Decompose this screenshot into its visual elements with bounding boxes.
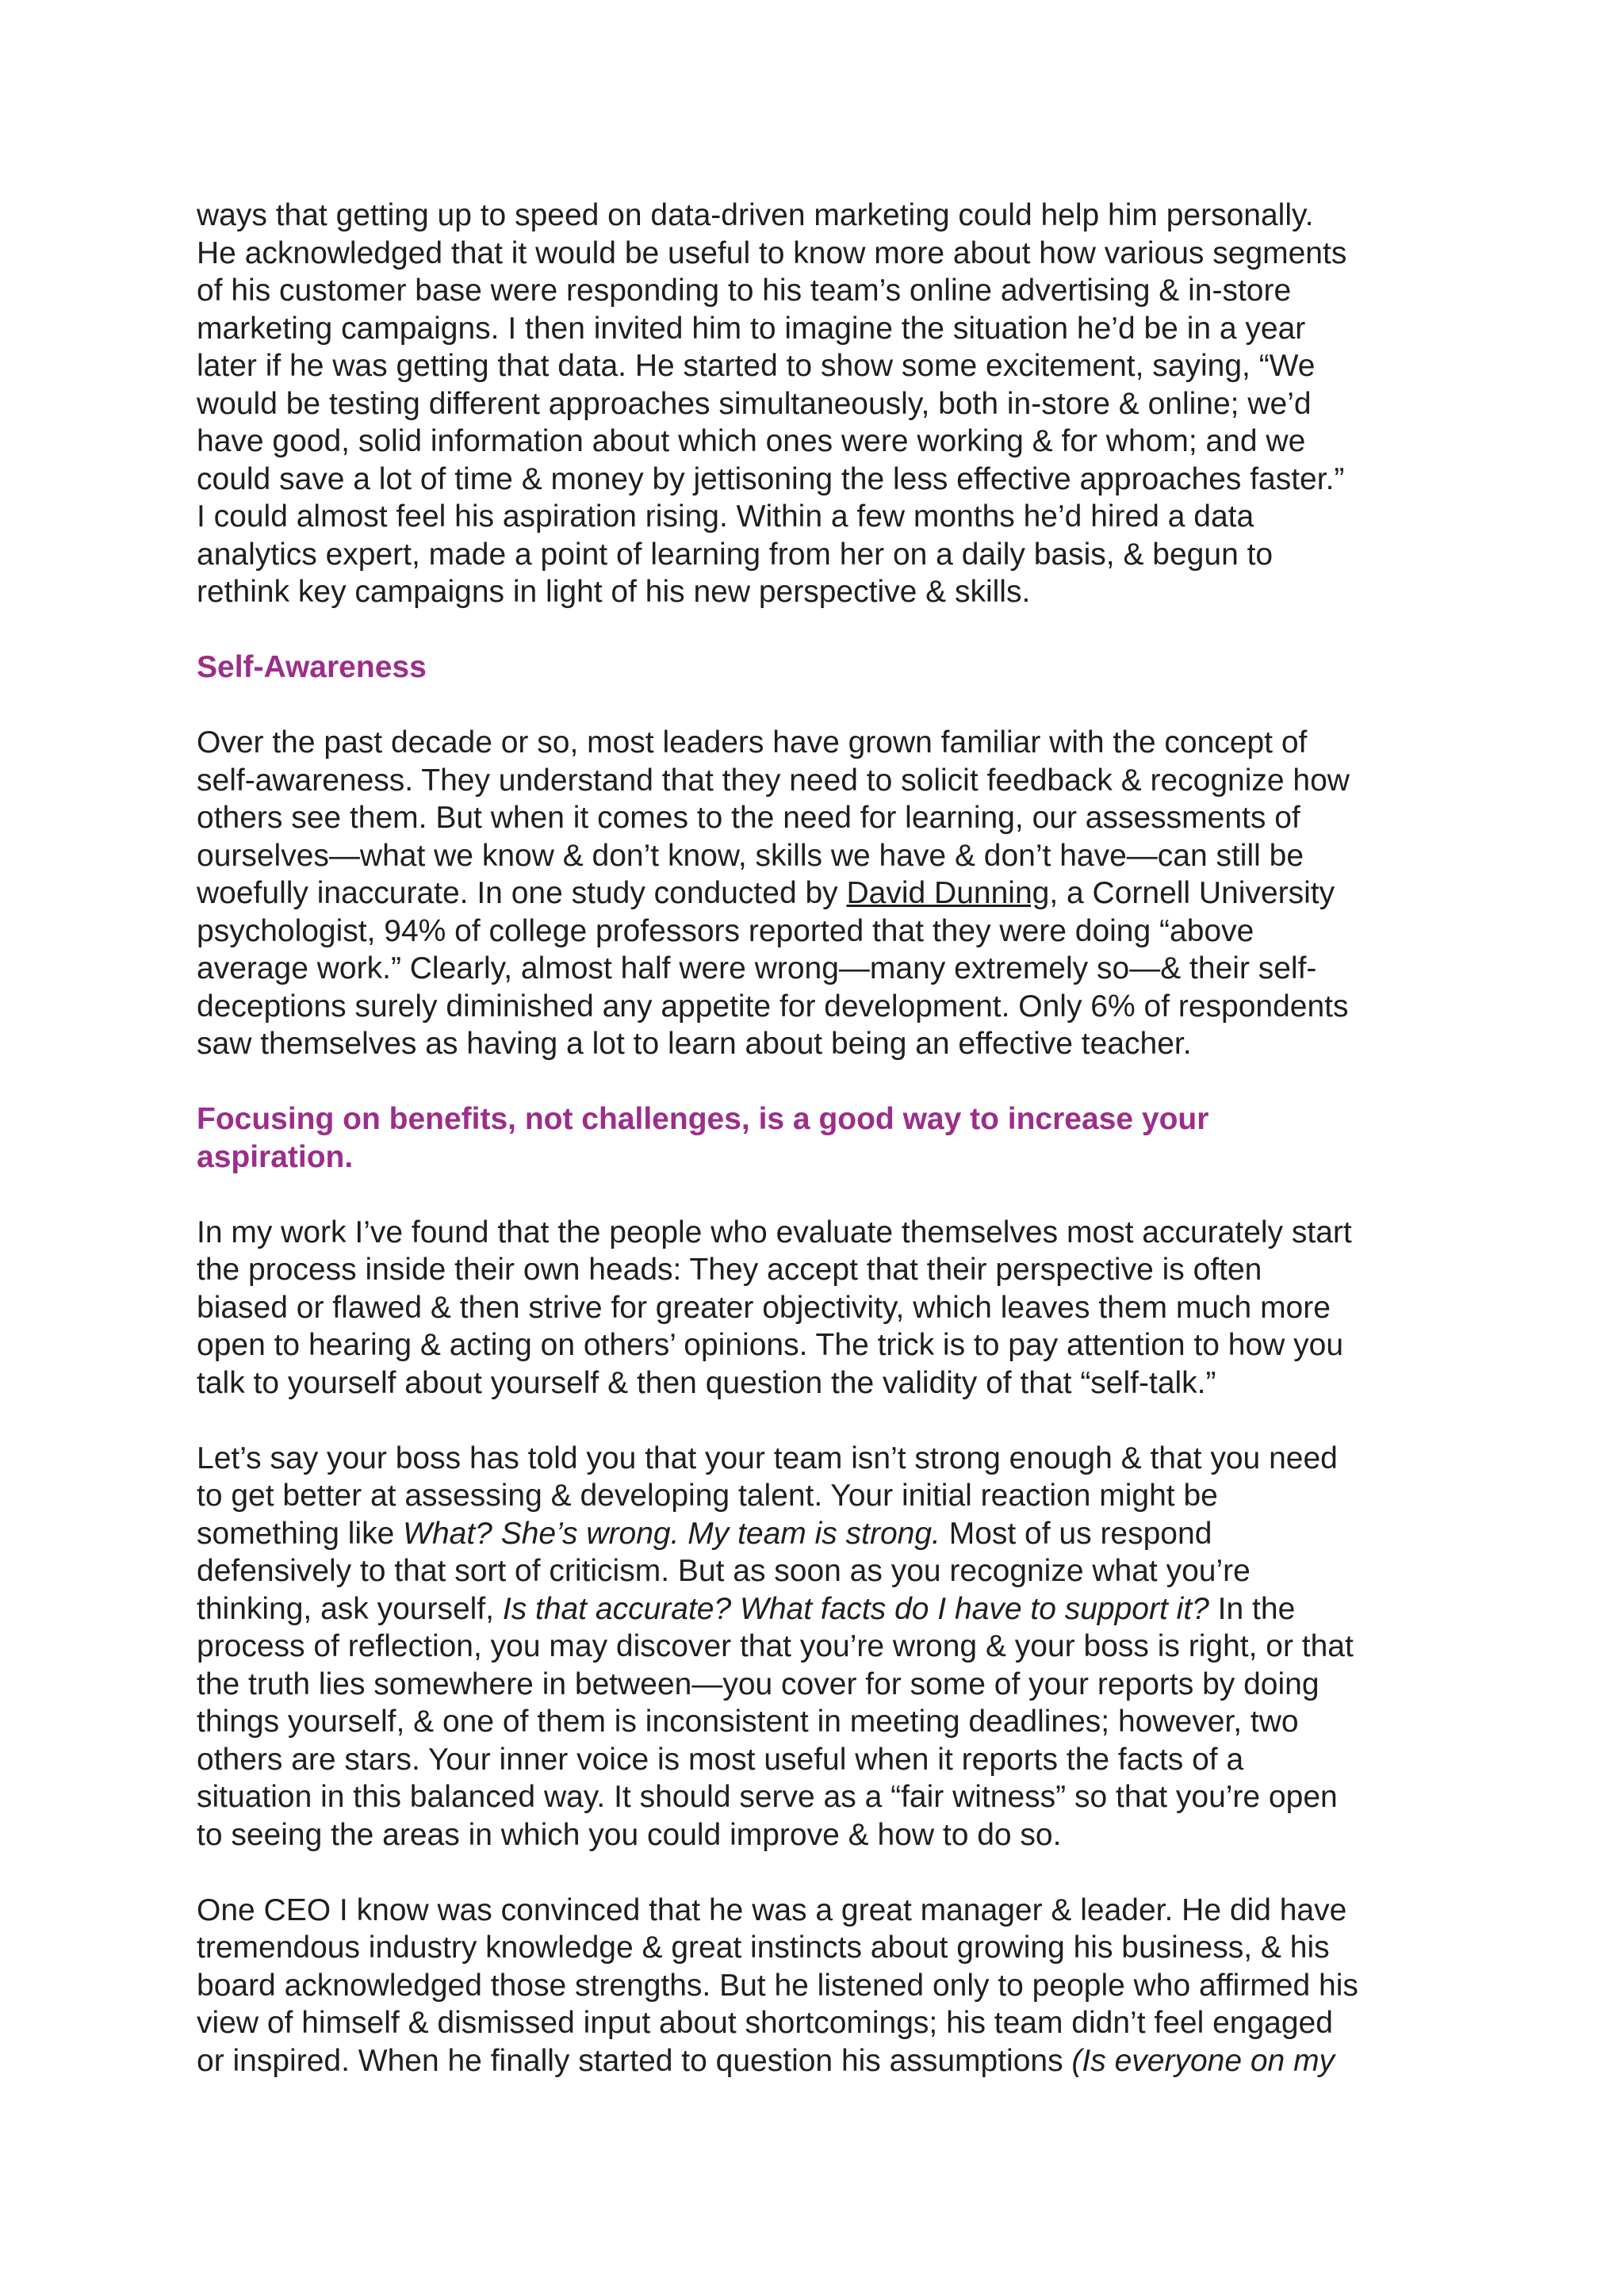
pull-quote-line: Focusing on benefits, not challenges, is a good way to increase your [197,1102,1209,1136]
text-line: things yourself, & one of them is inconsistent in meeting deadlines; however, two [197,1705,1299,1739]
text-line: tremendous industry knowledge & great instincts about growing his business, & his [197,1931,1330,1965]
pull-quote [197,1100,1450,1176]
text-fragment: Most of us respond [940,1516,1212,1551]
paragraph-self-talk [197,1214,1450,1402]
document-page [197,197,1450,2080]
text-line: Let’s say your boss has told you that your team isn’t strong enough & that you need [197,1441,1338,1475]
david-dunning-link[interactable]: David Dunning, [846,876,1059,910]
text-line: would be testing different approaches simultaneously, both in-store & online; we’d [197,386,1312,421]
text-line: others are stars. Your inner voice is most useful when it reports the facts of a [197,1742,1244,1777]
text-line: biased or flawed & then strive for greater objectivity, which leaves them much more [197,1290,1331,1325]
text-line: board acknowledged those strengths. But he listened only to people who affirmed his [197,1968,1358,2003]
text-line: to get better at assessing & developing talent. Your initial reaction might be [197,1479,1218,1513]
text-line: defensively to that sort of criticism. But as soon as you recognize what you’re [197,1554,1251,1588]
text-line: I could almost feel his aspiration rising. Within a few months he’d hired a data [197,499,1254,534]
text-line: situation in this balanced way. It should serve as a “fair witness” so that you’re open [197,1780,1338,1814]
paragraph-spacer [197,1176,1450,1214]
text-line: self-awareness. They understand that they need to solicit feedback & recognize how [197,763,1350,798]
text-line: average work.” Clearly, almost half were wrong—many extremely so—& their self- [197,951,1317,985]
text-line: talk to yourself about yourself & then question the validity of that “self-talk.” [197,1365,1216,1400]
paragraph-spacer [197,687,1450,725]
italic-text: (Is everyone on my [1071,2043,1335,2078]
text-line: analytics expert, made a point of learning from her on a daily basis, & begun to [197,537,1274,572]
pull-quote-line: aspiration. [197,1139,354,1174]
text-line: Over the past decade or so, most leaders have grown familiar with the concept of [197,725,1308,760]
paragraph-ceo-story [197,1892,1450,2080]
text-line-with-italic [197,1515,1450,1553]
text-line: process of reflection, you may discover that you’re wrong & your boss is right, or that [197,1629,1354,1663]
paragraph-self-awareness [197,724,1450,1063]
text-line: later if he was getting that data. He started to show some excitement, saying, “We [197,349,1316,383]
paragraph-spacer [197,1402,1450,1440]
text-fragment: something like [197,1516,404,1551]
text-line: psychologist, 94% of college professors reported that they were doing “above [197,913,1254,948]
text-line: In my work I’ve found that the people who evaluate themselves most accurately start [197,1215,1352,1249]
paragraph-spacer [197,1854,1450,1892]
text-line: He acknowledged that it would be useful to know more about how various segments [197,235,1347,270]
text-line: to seeing the areas in which you could improve & how to do so. [197,1817,1062,1852]
text-line-with-italic [197,2042,1450,2080]
text-fragment: woefully inaccurate. In one study conducted by [197,876,847,910]
section-heading-self-awareness: Self-Awareness [197,650,427,684]
text-line-with-link [197,874,1450,913]
text-line-with-italic [197,1590,1450,1628]
paragraph-spacer [197,611,1450,649]
text-line: rethink key campaigns in light of his new perspective & skills. [197,575,1031,609]
text-line: ways that getting up to speed on data-driven marketing could help him personally. [197,198,1314,232]
text-line: marketing campaigns. I then invited him to imagine the situation he’d be in a year [197,311,1306,346]
text-line: open to hearing & acting on others’ opinions. The trick is to pay attention to how you [197,1328,1344,1362]
text-fragment: thinking, ask yourself, [197,1591,503,1626]
text-line: the truth lies somewhere in between—you cover for some of your reports by doing [197,1667,1320,1701]
text-line: view of himself & dismissed input about shortcomings; his team didn’t feel engaged [197,2006,1333,2040]
paragraph-data-driven-marketing [197,197,1450,611]
text-line: the process inside their own heads: They accept that their perspective is often [197,1253,1262,1287]
text-line: deceptions surely diminished any appetite for development. Only 6% of respondents [197,989,1349,1024]
text-line: One CEO I know was convinced that he was a great manager & leader. He did have [197,1892,1347,1927]
text-line: of his customer base were responding to his team’s online advertising & in-store [197,274,1292,308]
paragraph-boss-feedback [197,1440,1450,1854]
text-line: others see them. But when it comes to the need for learning, our assessments of [197,801,1300,835]
text-line: ourselves—what we know & don’t know, skills we have & don’t have—can still be [197,838,1304,873]
text-fragment: a Cornell University [1058,876,1335,910]
paragraph-spacer [197,1063,1450,1101]
text-fragment: or inspired. When he finally started to question his assumptions [197,2043,1072,2078]
text-line: have good, solid information about which ones were working & for whom; and we [197,424,1306,458]
text-line: saw themselves as having a lot to learn about being an effective teacher. [197,1027,1192,1061]
italic-text: Is that accurate? What facts do I have to support it? [502,1591,1209,1626]
italic-text: What? She’s wrong. My team is strong. [403,1516,940,1551]
text-fragment: In the [1208,1591,1296,1626]
text-line: could save a lot of time & money by jettisoning the less effective approaches faster.” [197,461,1345,496]
